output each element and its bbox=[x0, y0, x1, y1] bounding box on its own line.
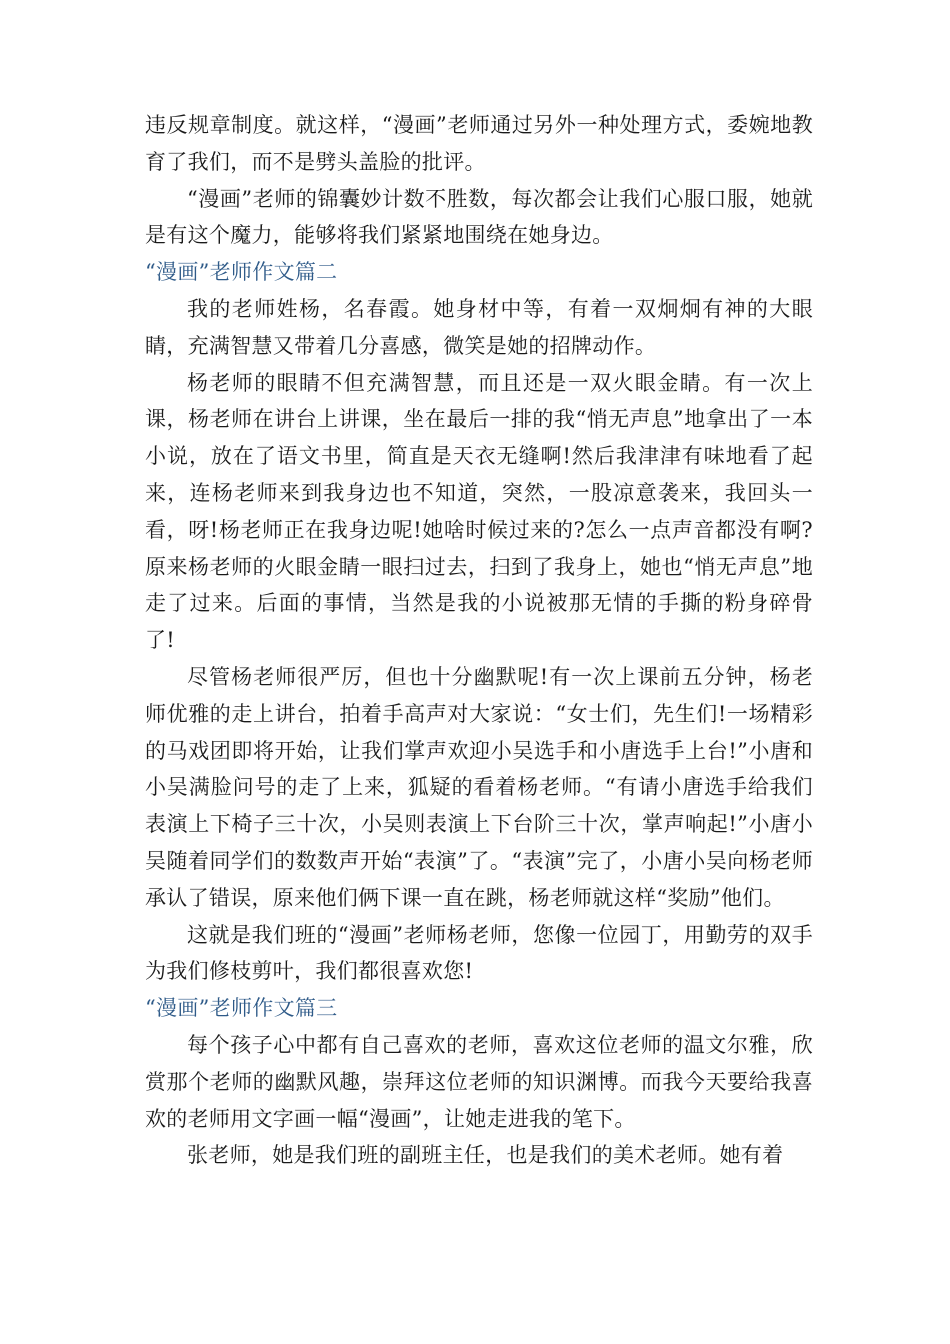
paragraph: “漫画”老师的锦囊妙计数不胜数，每次都会让我们心服口服，她就是有这个魔力，能够将我们紧紧地围绕在她身边。 bbox=[145, 186, 813, 248]
section-heading-3: “漫画”老师作文篇三 bbox=[145, 996, 338, 1021]
section-heading-2: “漫画”老师作文篇二 bbox=[145, 260, 338, 285]
paragraph: 张老师，她是我们班的副班主任，也是我们的美术老师。她有着 bbox=[187, 1143, 784, 1168]
paragraph: 每个孩子心中都有自己喜欢的老师，喜欢这位老师的温文尔雅，欣赏那个老师的幽默风趣，崇拜这位老师的知识渊博。而我今天要给我喜欢的老师用文字画一幅“漫画”，让她走进我的笔下。 bbox=[145, 1032, 813, 1131]
article-body bbox=[145, 107, 813, 1174]
paragraph: 这就是我们班的“漫画”老师杨老师，您像一位园丁，用勤劳的双手为我们修枝剪叶，我们都很喜欢您! bbox=[145, 922, 813, 984]
paragraph-continuation: 违反规章制度。就这样，“漫画”老师通过另外一种处理方式，委婉地教育了我们，而不是劈头盖脸的批评。 bbox=[145, 113, 813, 174]
paragraph: 杨老师的眼睛不但充满智慧，而且还是一双火眼金睛。有一次上课，杨老师在讲台上讲课，坐在最后一排的我“悄无声息”地拿出了一本小说，放在了语文书里，简直是天衣无缝啊!然后我津津有味地看了起来，连杨老师来到我身边也不知道，突然，一股凉意袭来，我回头一看，呀!杨老师正在我身边呢!她啥时候过来的?怎么一点声音都没有啊?原来杨老师的火眼金睛一眼扫过去，扫到了我身上，她也“悄无声息”地走了过来。后面的事情，当然是我的小说被那无情的手撕的粉身碎骨了! bbox=[145, 370, 813, 653]
paragraph: 尽管杨老师很严厉，但也十分幽默呢!有一次上课前五分钟，杨老师优雅的走上讲台，拍着手高声对大家说：“女士们，先生们!一场精彩的马戏团即将开始，让我们掌声欢迎小吴选手和小唐选手上台!”小唐和小吴满脸问号的走了上来，狐疑的看着杨老师。“有请小唐选手给我们表演上下椅子三十次，小吴则表演上下台阶三十次，掌声响起!”小唐小吴随着同学们的数数声开始“表演”了。“表演”完了，小唐小吴向杨老师承认了错误，原来他们俩下课一直在跳，杨老师就这样“奖励”他们。 bbox=[145, 664, 813, 910]
paragraph: 我的老师姓杨，名春霞。她身材中等，有着一双炯炯有神的大眼睛，充满智慧又带着几分喜感，微笑是她的招牌动作。 bbox=[145, 296, 813, 358]
